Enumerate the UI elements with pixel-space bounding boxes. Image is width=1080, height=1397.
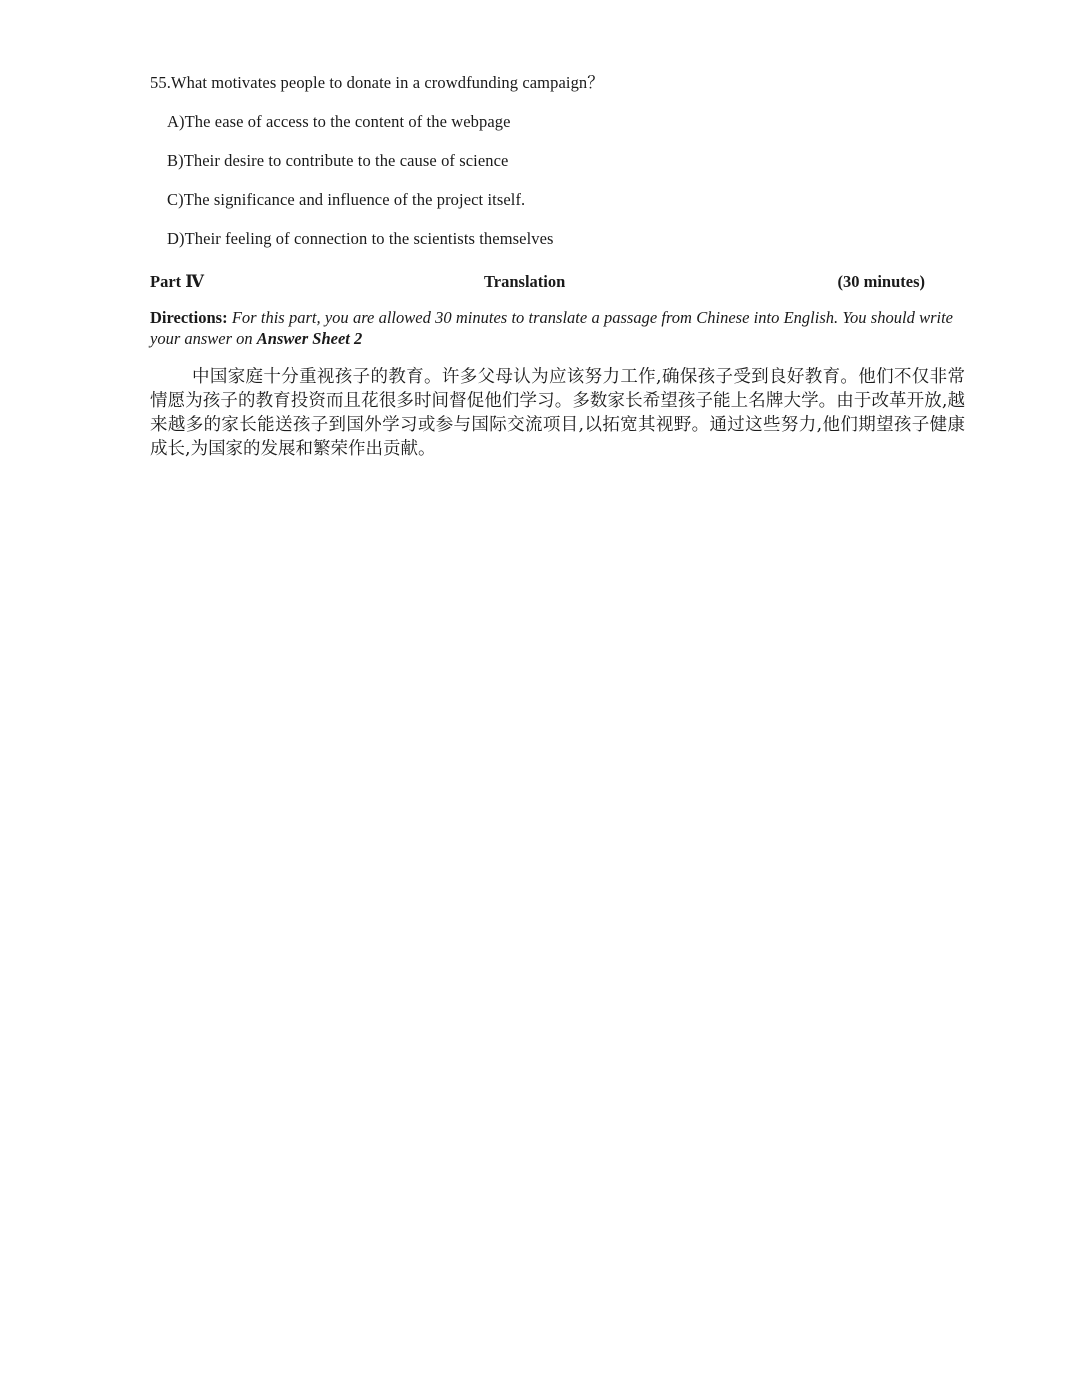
directions xyxy=(150,307,953,349)
option-a: A)The ease of access to the content of the webpage xyxy=(167,112,511,131)
option-b: B)Their desire to contribute to the cause of science xyxy=(167,151,509,170)
part-time: (30 minutes) xyxy=(837,272,925,291)
answer-sheet-label: Answer Sheet 2 xyxy=(256,329,363,348)
part-label: Part Ⅳ xyxy=(150,272,204,291)
question-55: 55.What motivates people to donate in a crowdfunding campaign？ xyxy=(150,73,604,92)
part-title: Translation xyxy=(484,272,566,291)
directions-text: For this part, you are allowed 30 minutes to translate a passage from Chinese into English. You should write your answer on xyxy=(150,308,953,348)
part-header xyxy=(150,271,925,293)
option-d: D)Their feeling of connection to the scientists themselves xyxy=(167,229,554,248)
translation-passage: 中国家庭十分重视孩子的教育。许多父母认为应该努力工作,确保孩子受到良好教育。他们不仅非常情愿为孩子的教育投资而且花很多时间督促他们学习。多数家长希望孩子能上名牌大学。由于改革开放,越来越多的家长能送孩子到国外学习或参与国际交流项目,以拓宽其视野。通过这些努力,他们期望孩子健康成长,为国家的发展和繁荣作出贡献。 xyxy=(150,367,965,459)
option-c: C)The significance and influence of the project itself. xyxy=(167,190,526,209)
directions-lead: Directions: xyxy=(150,308,228,327)
